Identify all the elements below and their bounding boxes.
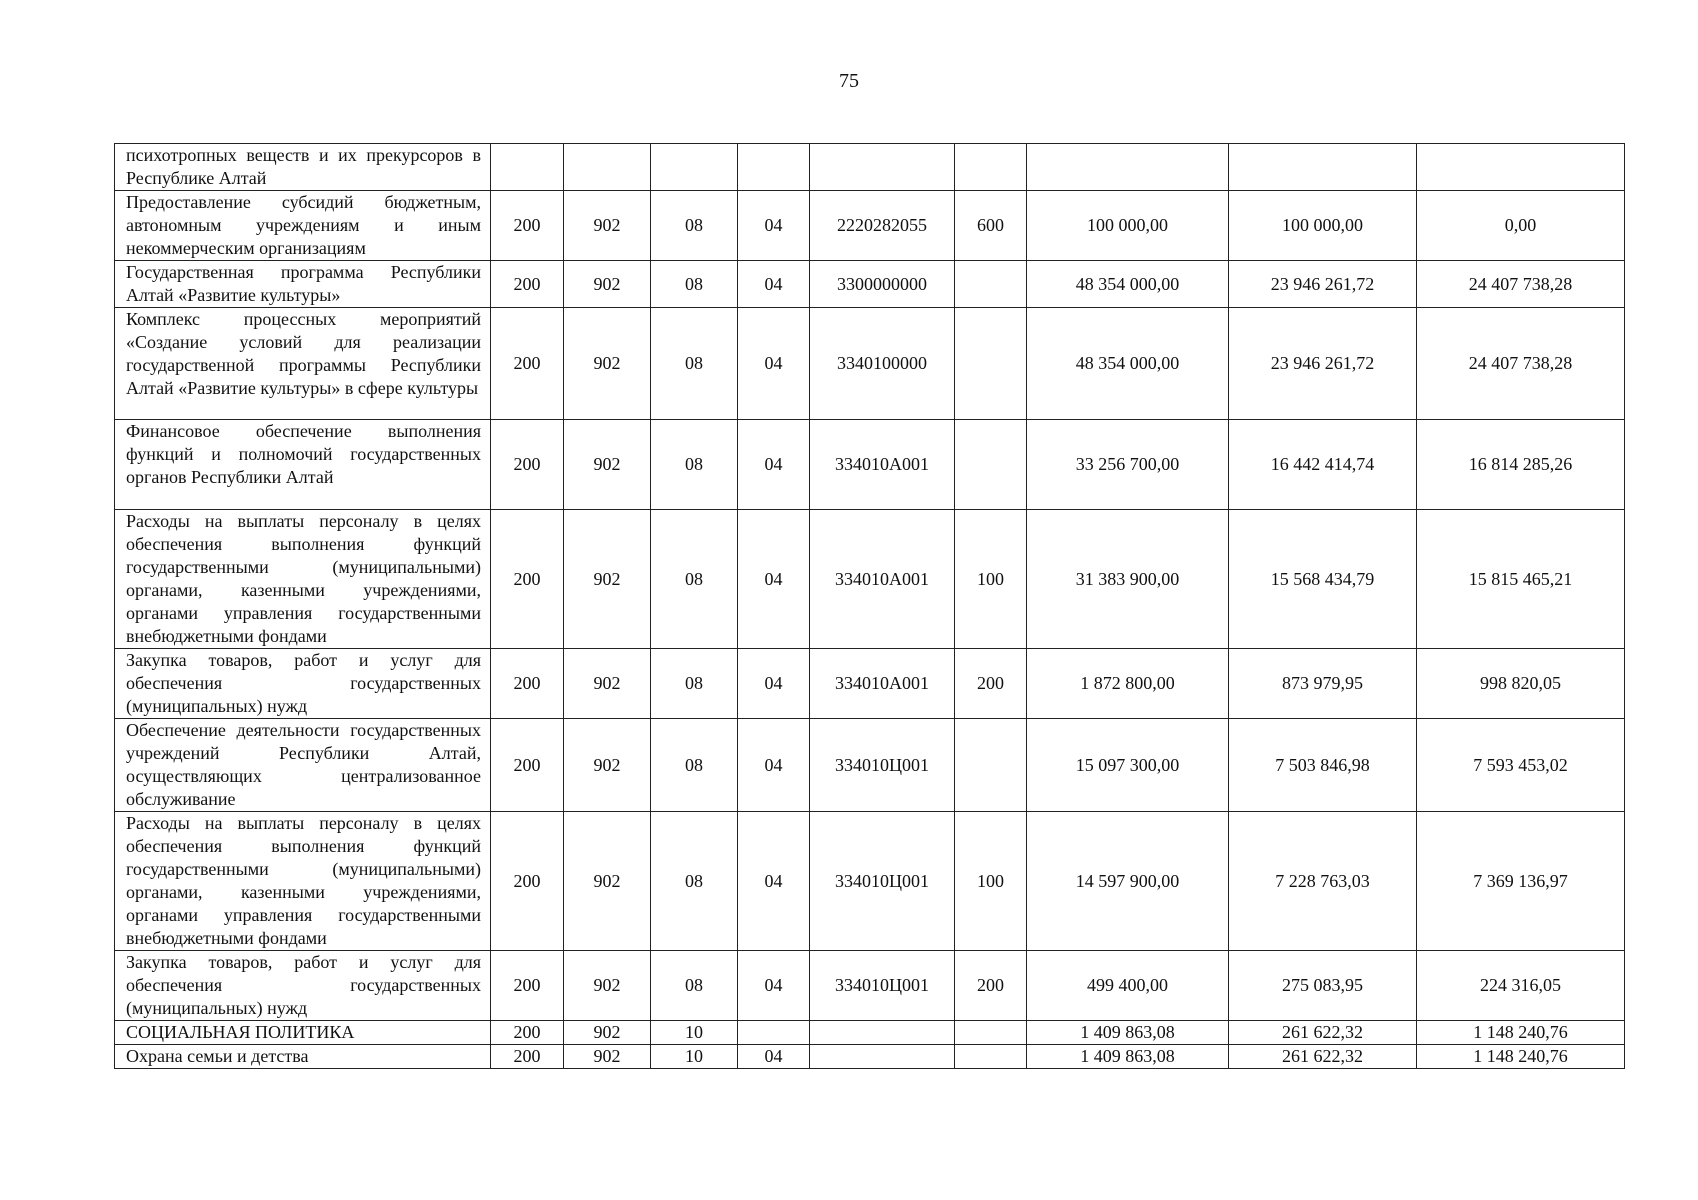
code-target-article-cell [810, 1021, 955, 1045]
table-row [115, 261, 1625, 308]
code-admin-cell: 200 [491, 510, 564, 649]
planned-amount-cell: 1 872 800,00 [1027, 649, 1229, 719]
code-expense-type-cell [955, 1021, 1027, 1045]
table-row [115, 144, 1625, 191]
page-number: 75 [839, 70, 859, 92]
code-subsection-cell: 04 [738, 261, 810, 308]
code-subsection-cell: 04 [738, 812, 810, 951]
executed-amount-cell [1229, 144, 1417, 191]
code-target-article-cell: 3340100000 [810, 308, 955, 420]
planned-amount-cell: 33 256 700,00 [1027, 420, 1229, 510]
code-admin-cell: 200 [491, 649, 564, 719]
description-cell: СОЦИАЛЬНАЯ ПОЛИТИКА [115, 1021, 491, 1045]
planned-amount-cell: 100 000,00 [1027, 191, 1229, 261]
code-target-article-cell: 334010Ц001 [810, 812, 955, 951]
remaining-amount-cell: 0,00 [1417, 191, 1625, 261]
code-section-cell: 08 [651, 719, 738, 812]
code-admin-cell: 200 [491, 191, 564, 261]
code-admin-cell: 200 [491, 420, 564, 510]
code-admin-cell: 200 [491, 1045, 564, 1069]
code-ministry-cell: 902 [564, 649, 651, 719]
remaining-amount-cell: 998 820,05 [1417, 649, 1625, 719]
code-target-article-cell [810, 144, 955, 191]
planned-amount-cell: 48 354 000,00 [1027, 308, 1229, 420]
code-subsection-cell [738, 1021, 810, 1045]
remaining-amount-cell: 16 814 285,26 [1417, 420, 1625, 510]
planned-amount-cell: 31 383 900,00 [1027, 510, 1229, 649]
code-subsection-cell: 04 [738, 308, 810, 420]
remaining-amount-cell: 24 407 738,28 [1417, 261, 1625, 308]
table-row [115, 719, 1625, 812]
table-row [115, 1021, 1625, 1045]
description-cell: Государственная программа Республики Алтай «Развитие культуры» [115, 261, 491, 308]
code-section-cell: 10 [651, 1045, 738, 1069]
description-cell: Расходы на выплаты персоналу в целях обеспечения выполнения функций государственными (муниципальными) органами, казенными учреждениями, органами управления государственными внебюджетными фондами [115, 510, 491, 649]
planned-amount-cell: 15 097 300,00 [1027, 719, 1229, 812]
executed-amount-cell: 7 503 846,98 [1229, 719, 1417, 812]
executed-amount-cell: 261 622,32 [1229, 1021, 1417, 1045]
code-ministry-cell: 902 [564, 261, 651, 308]
code-subsection-cell: 04 [738, 719, 810, 812]
code-section-cell: 08 [651, 812, 738, 951]
table-body [115, 144, 1625, 1069]
code-expense-type-cell: 100 [955, 812, 1027, 951]
code-target-article-cell: 334010Ц001 [810, 719, 955, 812]
code-expense-type-cell [955, 261, 1027, 308]
planned-amount-cell: 499 400,00 [1027, 951, 1229, 1021]
planned-amount-cell: 1 409 863,08 [1027, 1045, 1229, 1069]
executed-amount-cell: 100 000,00 [1229, 191, 1417, 261]
executed-amount-cell: 7 228 763,03 [1229, 812, 1417, 951]
table-row [115, 308, 1625, 420]
code-target-article-cell: 334010А001 [810, 510, 955, 649]
code-subsection-cell: 04 [738, 191, 810, 261]
code-target-article-cell: 3300000000 [810, 261, 955, 308]
table-row [115, 649, 1625, 719]
code-admin-cell: 200 [491, 261, 564, 308]
code-ministry-cell: 902 [564, 308, 651, 420]
code-ministry-cell: 902 [564, 719, 651, 812]
table-row [115, 191, 1625, 261]
planned-amount-cell [1027, 144, 1229, 191]
description-cell: Предоставление субсидий бюджетным, автономным учреждениям и иным некоммерческим организациям [115, 191, 491, 261]
remaining-amount-cell: 24 407 738,28 [1417, 308, 1625, 420]
code-expense-type-cell: 600 [955, 191, 1027, 261]
code-subsection-cell: 04 [738, 1045, 810, 1069]
planned-amount-cell: 14 597 900,00 [1027, 812, 1229, 951]
code-target-article-cell [810, 1045, 955, 1069]
code-ministry-cell: 902 [564, 812, 651, 951]
description-cell: Закупка товаров, работ и услуг для обеспечения государственных (муниципальных) нужд [115, 649, 491, 719]
code-section-cell: 08 [651, 308, 738, 420]
remaining-amount-cell: 1 148 240,76 [1417, 1021, 1625, 1045]
table-row [115, 812, 1625, 951]
code-expense-type-cell [955, 420, 1027, 510]
executed-amount-cell: 275 083,95 [1229, 951, 1417, 1021]
planned-amount-cell: 1 409 863,08 [1027, 1021, 1229, 1045]
code-expense-type-cell [955, 719, 1027, 812]
code-ministry-cell: 902 [564, 420, 651, 510]
code-expense-type-cell: 200 [955, 649, 1027, 719]
remaining-amount-cell: 7 369 136,97 [1417, 812, 1625, 951]
code-target-article-cell: 2220282055 [810, 191, 955, 261]
code-admin-cell: 200 [491, 719, 564, 812]
table-row [115, 510, 1625, 649]
table-row [115, 951, 1625, 1021]
code-section-cell: 08 [651, 191, 738, 261]
code-subsection-cell: 04 [738, 951, 810, 1021]
code-section-cell: 08 [651, 951, 738, 1021]
code-section-cell: 08 [651, 420, 738, 510]
remaining-amount-cell: 224 316,05 [1417, 951, 1625, 1021]
description-cell: Закупка товаров, работ и услуг для обеспечения государственных (муниципальных) нужд [115, 951, 491, 1021]
code-expense-type-cell: 200 [955, 951, 1027, 1021]
description-cell: Расходы на выплаты персоналу в целях обеспечения выполнения функций государственными (муниципальными) органами, казенными учреждениями, органами управления государственными внебюджетными фондами [115, 812, 491, 951]
executed-amount-cell: 873 979,95 [1229, 649, 1417, 719]
description-cell: Комплекс процессных мероприятий «Создание условий для реализации государственной программы Республики Алтай «Развитие культуры» в сфере культуры [115, 308, 491, 420]
code-target-article-cell: 334010Ц001 [810, 951, 955, 1021]
planned-amount-cell: 48 354 000,00 [1027, 261, 1229, 308]
remaining-amount-cell: 1 148 240,76 [1417, 1045, 1625, 1069]
code-ministry-cell: 902 [564, 1045, 651, 1069]
table-row [115, 1045, 1625, 1069]
code-section-cell: 08 [651, 649, 738, 719]
code-section-cell: 10 [651, 1021, 738, 1045]
code-ministry-cell: 902 [564, 1021, 651, 1045]
description-cell: Финансовое обеспечение выполнения функций и полномочий государственных органов Республики Алтай [115, 420, 491, 510]
description-cell: Охрана семьи и детства [115, 1045, 491, 1069]
executed-amount-cell: 15 568 434,79 [1229, 510, 1417, 649]
code-admin-cell: 200 [491, 1021, 564, 1045]
code-subsection-cell: 04 [738, 649, 810, 719]
code-ministry-cell [564, 144, 651, 191]
remaining-amount-cell: 15 815 465,21 [1417, 510, 1625, 649]
executed-amount-cell: 16 442 414,74 [1229, 420, 1417, 510]
code-subsection-cell: 04 [738, 510, 810, 649]
code-expense-type-cell [955, 144, 1027, 191]
code-admin-cell: 200 [491, 951, 564, 1021]
description-cell: Обеспечение деятельности государственных учреждений Республики Алтай, осуществляющих централизованное обслуживание [115, 719, 491, 812]
description-cell: психотропных веществ и их прекурсоров в Республике Алтай [115, 144, 491, 191]
code-subsection-cell: 04 [738, 420, 810, 510]
code-expense-type-cell [955, 1045, 1027, 1069]
code-expense-type-cell: 100 [955, 510, 1027, 649]
code-ministry-cell: 902 [564, 191, 651, 261]
remaining-amount-cell: 7 593 453,02 [1417, 719, 1625, 812]
code-ministry-cell: 902 [564, 951, 651, 1021]
code-admin-cell: 200 [491, 308, 564, 420]
code-subsection-cell [738, 144, 810, 191]
code-target-article-cell: 334010А001 [810, 420, 955, 510]
code-admin-cell [491, 144, 564, 191]
remaining-amount-cell [1417, 144, 1625, 191]
code-admin-cell: 200 [491, 812, 564, 951]
code-ministry-cell: 902 [564, 510, 651, 649]
executed-amount-cell: 23 946 261,72 [1229, 261, 1417, 308]
code-section-cell: 08 [651, 510, 738, 649]
code-section-cell [651, 144, 738, 191]
executed-amount-cell: 23 946 261,72 [1229, 308, 1417, 420]
executed-amount-cell: 261 622,32 [1229, 1045, 1417, 1069]
budget-table [114, 143, 1625, 1069]
code-section-cell: 08 [651, 261, 738, 308]
table-row [115, 420, 1625, 510]
code-target-article-cell: 334010А001 [810, 649, 955, 719]
code-expense-type-cell [955, 308, 1027, 420]
